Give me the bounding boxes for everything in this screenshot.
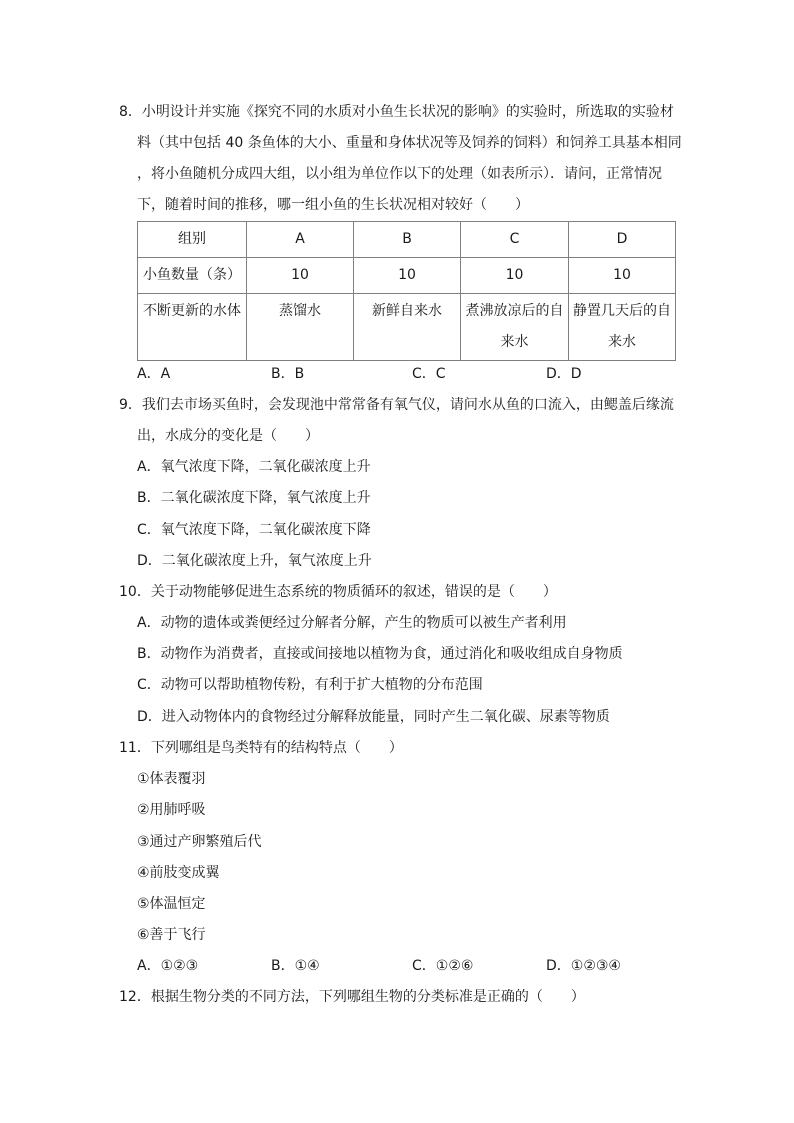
table-cell: B [354, 222, 461, 258]
table-cell: 不断更新的水体 [138, 294, 247, 361]
table-row [138, 222, 676, 258]
cell-line: 新鲜自来水 [372, 303, 442, 319]
q8-option-c: C．C [412, 366, 446, 382]
cell-line: 蒸馏水 [279, 303, 321, 319]
q8-line-3: ，将小鱼随机分成四大组，以小组为单位作以下的处理（如表所示）．请问，正常情况 [137, 166, 662, 182]
table-cell: D [569, 222, 676, 258]
table-cell: 10 [354, 258, 461, 294]
q11-item-6: ⑥善于飞行 [137, 927, 206, 943]
q11-item-5: ⑤体温恒定 [137, 896, 206, 912]
q10-option-c: C．动物可以帮助植物传粉，有利于扩大植物的分布范围 [137, 677, 483, 693]
q12-line-1: 12．根据生物分类的不同方法，下列哪组生物的分类标准是正确的（ ） [119, 989, 585, 1005]
q9-option-c: C．氧气浓度下降，二氧化碳浓度下降 [137, 522, 371, 538]
table-cell [247, 294, 354, 361]
q10-option-a: A．动物的遗体或粪便经过分解者分解，产生的物质可以被生产者利用 [137, 615, 567, 631]
q9-option-a: A．氧气浓度下降，二氧化碳浓度上升 [137, 459, 371, 475]
table-row [138, 294, 676, 361]
table-cell: 10 [247, 258, 354, 294]
q10-option-d: D．进入动物体内的食物经过分解释放能量，同时产生二氧化碳、尿素等物质 [137, 709, 610, 725]
q11-option-c: C．①②⑥ [412, 958, 474, 974]
q11-line-1: 11．下列哪组是鸟类特有的结构特点（ ） [119, 740, 403, 756]
q11-option-a: A．①②③ [137, 958, 199, 974]
cell-line: 来水 [608, 334, 636, 350]
cell-line: 煮沸放凉后的自 [465, 303, 564, 319]
table-cell [461, 294, 569, 361]
q11-option-b: B．①④ [271, 958, 320, 974]
table-cell: C [461, 222, 569, 258]
q8-option-a: A．A [137, 366, 171, 382]
q11-item-3: ③通过产卵繁殖后代 [137, 834, 262, 850]
table-cell [569, 294, 676, 361]
table-cell: 10 [569, 258, 676, 294]
q11-item-4: ④前肢变成翼 [137, 865, 220, 881]
q9-line-1: 9．我们去市场买鱼时，会发现池中常常备有氧气仪，请问水从鱼的口流入，由鳃盖后缘流 [119, 397, 674, 413]
table-row [138, 258, 676, 294]
table-cell: A [247, 222, 354, 258]
fish-experiment-table [137, 221, 676, 361]
table-cell: 10 [461, 258, 569, 294]
table-cell: 小鱼数量（条） [138, 258, 247, 294]
q8-option-b: B．B [271, 366, 305, 382]
q11-item-2: ②用肺呼吸 [137, 802, 206, 818]
q9-option-d: D．二氧化碳浓度上升，氧气浓度上升 [137, 553, 372, 569]
q9-option-b: B．二氧化碳浓度下降，氧气浓度上升 [137, 490, 371, 506]
q8-line-4: 下，随着时间的推移，哪一组小鱼的生长状况相对较好（ ） [137, 197, 529, 213]
table-cell: 组别 [138, 222, 247, 258]
q10-option-b: B．动物作为消费者，直接或间接地以植物为食，通过消化和吸收组成自身物质 [137, 646, 623, 662]
q8-line-2: 料（其中包括 40 条鱼体的大小、重量和身体状况等及饲养的饲料）和饲养工具基本相同 [137, 135, 682, 151]
q11-option-d: D．①②③④ [546, 958, 621, 974]
cell-line: 来水 [500, 334, 529, 350]
table-cell [354, 294, 461, 361]
q8-line-1: 8．小明设计并实施《探究不同的水质对小鱼生长状况的影响》的实验时，所选取的实验材 [119, 104, 674, 120]
q8-option-d: D．D [546, 366, 582, 382]
cell-line: 静置几天后的自 [573, 303, 671, 319]
q11-item-1: ①体表覆羽 [137, 771, 206, 787]
q9-line-2: 出，水成分的变化是（ ） [137, 428, 319, 444]
q10-line-1: 10．关于动物能够促进生态系统的物质循环的叙述，错误的是（ ） [119, 584, 557, 600]
